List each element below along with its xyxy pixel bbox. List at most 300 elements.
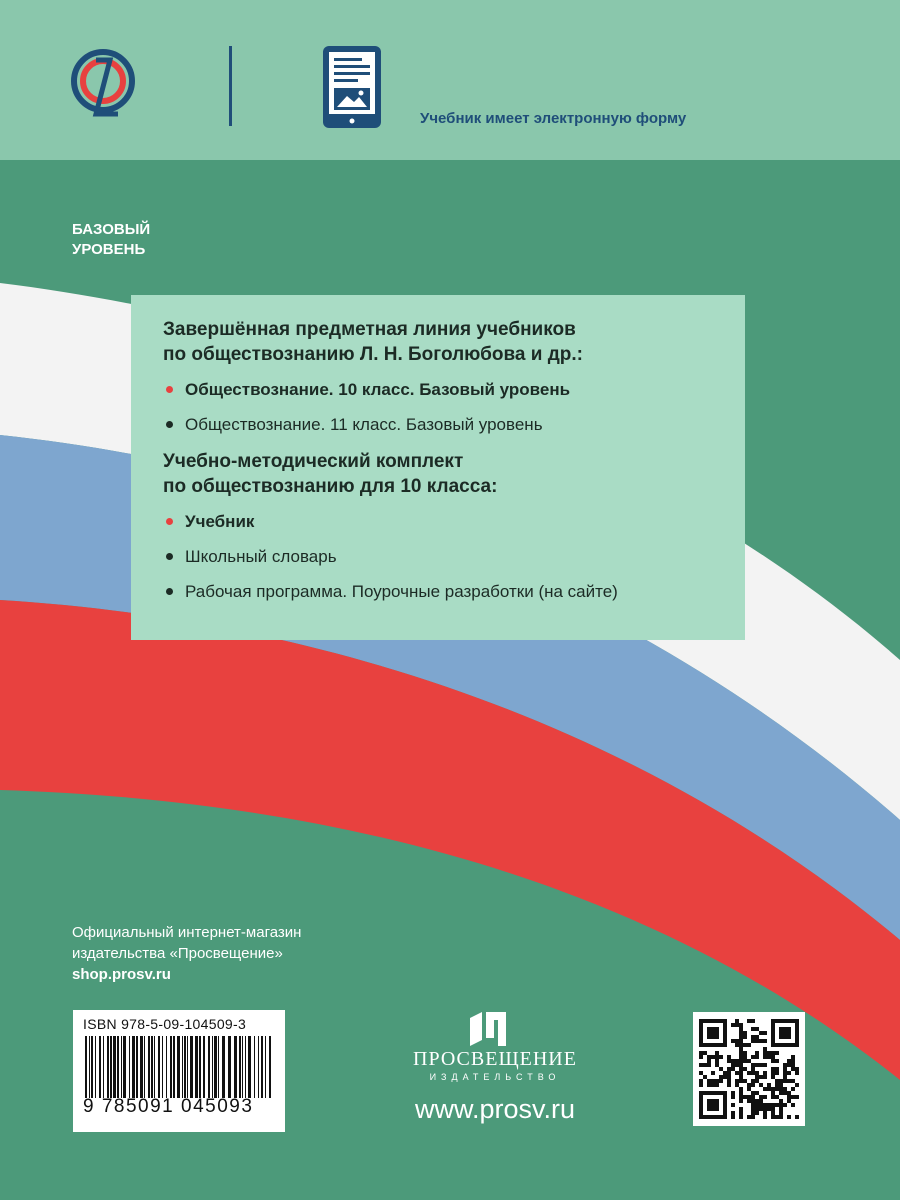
qr-module (755, 1027, 759, 1031)
qr-finder (707, 1027, 719, 1039)
qr-module (751, 1095, 755, 1099)
qr-finder (779, 1027, 791, 1039)
qr-module (727, 1075, 731, 1079)
barcode-bar (123, 1036, 126, 1098)
barcode-bar (173, 1036, 175, 1098)
barcode-bar (91, 1036, 93, 1098)
qr-module (747, 1095, 751, 1099)
qr-module (763, 1095, 767, 1099)
barcode-bar (140, 1036, 143, 1098)
level-label (72, 220, 150, 260)
qr-module (763, 1047, 767, 1051)
qr-module (767, 1083, 771, 1087)
shop-line-1: Официальный интернет-магазин (72, 924, 302, 941)
barcode-number: 9 785091 045093 (83, 1096, 254, 1117)
qr-module (795, 1071, 799, 1075)
barcode-bar (121, 1036, 122, 1098)
qr-module (779, 1079, 783, 1083)
qr-module (739, 1063, 743, 1067)
qr-module (791, 1059, 795, 1063)
textbook-list (163, 379, 745, 435)
qr-module (795, 1095, 799, 1099)
qr-module (771, 1067, 775, 1071)
heading1-line1: Завершённая предметная линия учебников (163, 319, 576, 340)
qr-module (755, 1103, 759, 1107)
qr-module (795, 1067, 799, 1071)
qr-module (763, 1075, 767, 1079)
qr-module (771, 1111, 775, 1115)
qr-module (715, 1059, 719, 1063)
qr-module (743, 1059, 747, 1063)
qr-module (791, 1087, 795, 1091)
qr-module (775, 1051, 779, 1055)
barcode-bar (190, 1036, 193, 1098)
qr-module (719, 1075, 723, 1079)
qr-module (771, 1055, 775, 1059)
qr-module (739, 1111, 743, 1115)
level-line-2: УРОВЕНЬ (72, 241, 146, 258)
qr-module (739, 1099, 743, 1103)
barcode-bar (85, 1036, 87, 1098)
qr-module (739, 1067, 743, 1071)
qr-module (755, 1051, 759, 1055)
qr-module (711, 1071, 715, 1075)
barcode-bar (136, 1036, 138, 1098)
qr-module (699, 1063, 703, 1067)
qr-module (703, 1075, 707, 1079)
qr-module (775, 1087, 779, 1091)
bullet-icon (166, 386, 173, 393)
list-item (163, 511, 745, 532)
list-item (163, 414, 745, 435)
qr-module (779, 1099, 783, 1103)
qr-module (719, 1079, 723, 1083)
qr-module (727, 1055, 731, 1059)
qr-module (783, 1071, 787, 1075)
qr-module (743, 1035, 747, 1039)
qr-module (747, 1083, 751, 1087)
qr-module (767, 1103, 771, 1107)
qr-module (779, 1083, 783, 1087)
qr-module (739, 1043, 743, 1047)
qr-module (791, 1063, 795, 1067)
qr-module (747, 1043, 751, 1047)
qr-module (771, 1115, 775, 1119)
qr-module (739, 1059, 743, 1063)
qr-module (763, 1063, 767, 1067)
qr-module (775, 1067, 779, 1071)
qr-module (707, 1059, 711, 1063)
barcode-bar (199, 1036, 201, 1098)
barcode-bars (83, 1036, 275, 1098)
qr-module (791, 1067, 795, 1071)
qr-module (743, 1043, 747, 1047)
qr-module (771, 1091, 775, 1095)
qr-module (715, 1079, 719, 1083)
barcode-bar (269, 1036, 271, 1098)
qr-module (751, 1103, 755, 1107)
qr-module (735, 1071, 739, 1075)
qr-module (783, 1091, 787, 1095)
info-panel (131, 295, 745, 640)
qr-module (779, 1103, 783, 1107)
barcode-bar (166, 1036, 167, 1098)
qr-module (783, 1063, 787, 1067)
barcode-bar (162, 1036, 163, 1098)
qr-module (735, 1063, 739, 1067)
heading1-line2: по обществознанию Л. Н. Боголюбова и др.: (163, 344, 583, 365)
qr-module (707, 1083, 711, 1087)
qr-module (743, 1095, 747, 1099)
barcode-bar (254, 1036, 255, 1098)
qr-module (783, 1103, 787, 1107)
qr-module (755, 1055, 759, 1059)
qr-module (771, 1075, 775, 1079)
publisher-name: ПРОСВЕЩЕНИЕ (413, 1048, 577, 1070)
barcode-bar (203, 1036, 205, 1098)
qr-module (759, 1103, 763, 1107)
qr-module (755, 1075, 759, 1079)
qr-module (751, 1027, 755, 1031)
qr-module (739, 1115, 743, 1119)
barcode-bar (218, 1036, 219, 1098)
qr-module (699, 1079, 703, 1083)
qr-module (787, 1091, 791, 1095)
barcode-bar (158, 1036, 160, 1098)
qr-module (723, 1071, 727, 1075)
qr-module (751, 1035, 755, 1039)
qr-module (727, 1079, 731, 1083)
shop-info (72, 922, 301, 985)
list-item (163, 546, 745, 567)
qr-module (739, 1027, 743, 1031)
qr-module (759, 1063, 763, 1067)
qr-module (787, 1079, 791, 1083)
bullet-icon (166, 518, 173, 525)
qr-module (771, 1095, 775, 1099)
qr-module (707, 1063, 711, 1067)
barcode-bar (107, 1036, 109, 1098)
qr-module (763, 1039, 767, 1043)
qr-module (783, 1075, 787, 1079)
qr-module (759, 1107, 763, 1111)
qr-module (771, 1071, 775, 1075)
qr-finder (707, 1099, 719, 1111)
barcode-bar (170, 1036, 172, 1098)
qr-module (755, 1107, 759, 1111)
qr-module (779, 1091, 783, 1095)
qr-module (747, 1087, 751, 1091)
barcode-bar (117, 1036, 119, 1098)
barcode-bar (132, 1036, 135, 1098)
barcode-bar (234, 1036, 237, 1098)
publisher-subtitle: ИЗДАТЕЛЬСТВО (429, 1072, 561, 1082)
list-item-text: Учебник (185, 512, 255, 531)
barcode-bar (212, 1036, 213, 1098)
qr-module (739, 1095, 743, 1099)
qr-module (771, 1103, 775, 1107)
qr-module (751, 1063, 755, 1067)
qr-module (791, 1095, 795, 1099)
qr-module (727, 1071, 731, 1075)
qr-module (751, 1099, 755, 1103)
barcode-bar (177, 1036, 180, 1098)
barcode-bar (184, 1036, 186, 1098)
barcode-bar (129, 1036, 130, 1098)
qr-module (719, 1055, 723, 1059)
qr-module (743, 1055, 747, 1059)
qr-module (783, 1079, 787, 1083)
qr-module (775, 1103, 779, 1107)
qr-module (731, 1091, 735, 1095)
qr-module (775, 1059, 779, 1063)
qr-module (731, 1039, 735, 1043)
qr-module (739, 1031, 743, 1035)
list-item-text: Обществознание. 11 класс. Базовый уровень (185, 415, 543, 434)
qr-module (787, 1063, 791, 1067)
qr-module (739, 1087, 743, 1091)
qr-module (771, 1087, 775, 1091)
qr-module (711, 1083, 715, 1087)
shop-line-2: издательства «Просвещение» (72, 945, 283, 962)
qr-module (755, 1071, 759, 1075)
qr-module (747, 1099, 751, 1103)
qr-module (759, 1099, 763, 1103)
qr-module (755, 1091, 759, 1095)
qr-module (699, 1055, 703, 1059)
barcode-bar (242, 1036, 243, 1098)
qr-module (775, 1095, 779, 1099)
qr-module (787, 1071, 791, 1075)
qr-module (791, 1079, 795, 1083)
qr-module (755, 1079, 759, 1083)
qr-module (715, 1083, 719, 1087)
qr-module (751, 1107, 755, 1111)
qr-module (787, 1059, 791, 1063)
qr-module (771, 1107, 775, 1111)
tablet-icon (321, 44, 383, 130)
qr-module (739, 1075, 743, 1079)
qr-module (703, 1051, 707, 1055)
qr-module (727, 1067, 731, 1071)
electronic-form-note: Учебник имеет электронную форму (420, 110, 687, 127)
header-divider (229, 46, 232, 126)
qr-module (731, 1111, 735, 1115)
qr-module (771, 1051, 775, 1055)
qr-module (787, 1115, 791, 1119)
qr-module (751, 1111, 755, 1115)
qr-module (759, 1031, 763, 1035)
qr-module (703, 1063, 707, 1067)
qr-module (747, 1059, 751, 1063)
qr-module (779, 1107, 783, 1111)
qr-module (795, 1115, 799, 1119)
qr-module (731, 1023, 735, 1027)
barcode-bar (95, 1036, 96, 1098)
qr-module (763, 1087, 767, 1091)
qr-module (739, 1035, 743, 1039)
qr-module (759, 1095, 763, 1099)
barcode-bar (151, 1036, 153, 1098)
qr-module (763, 1051, 767, 1055)
qr-module (751, 1079, 755, 1083)
barcode-bar (103, 1036, 104, 1098)
heading2-line1: Учебно-методический комплект (163, 451, 464, 472)
qr-module (751, 1091, 755, 1095)
barcode-bar (258, 1036, 259, 1098)
barcode-bar (222, 1036, 225, 1098)
barcode-bar (248, 1036, 251, 1098)
list-item-text: Обществознание. 10 класс. Базовый уровень (185, 380, 571, 399)
heading2-line2: по обществознанию для 10 класса: (163, 476, 498, 497)
qr-module (731, 1063, 735, 1067)
qr-module (787, 1095, 791, 1099)
qr-module (791, 1055, 795, 1059)
qr-module (751, 1083, 755, 1087)
qr-module (751, 1067, 755, 1071)
qr-module (763, 1055, 767, 1059)
isbn-text: ISBN 978-5-09-104509-3 (83, 1016, 247, 1032)
qr-module (763, 1115, 767, 1119)
qr-module (739, 1023, 743, 1027)
qr-code (693, 1012, 805, 1126)
barcode-bar (265, 1036, 266, 1098)
qr-module (747, 1071, 751, 1075)
qr-module (731, 1067, 735, 1071)
shop-url: shop.prosv.ru (72, 966, 171, 983)
barcode-bar (110, 1036, 112, 1098)
list-item-text: Школьный словарь (185, 547, 337, 566)
qr-module (739, 1047, 743, 1051)
barcode-bar (245, 1036, 246, 1098)
qr-module (779, 1087, 783, 1091)
qr-module (711, 1079, 715, 1083)
qr-module (735, 1059, 739, 1063)
qr-module (727, 1083, 731, 1087)
isbn-barcode (73, 1010, 285, 1132)
bullet-icon (166, 588, 173, 595)
qr-module (751, 1055, 755, 1059)
list-item-text: Рабочая программа. Поурочные разработки (на сайте) (185, 582, 618, 601)
qr-module (783, 1067, 787, 1071)
level-line-1: БАЗОВЫЙ (72, 221, 151, 238)
publisher-circle-logo (70, 48, 136, 126)
qr-module (755, 1063, 759, 1067)
qr-module (787, 1099, 791, 1103)
qr-module (759, 1075, 763, 1079)
qr-module (731, 1095, 735, 1099)
qr-module (763, 1103, 767, 1107)
bullet-icon (166, 553, 173, 560)
qr-module (707, 1055, 711, 1059)
qr-module (759, 1083, 763, 1087)
qr-module (759, 1039, 763, 1043)
qr-module (699, 1051, 703, 1055)
qr-module (767, 1087, 771, 1091)
qr-module (763, 1111, 767, 1115)
textbook-line-heading (163, 317, 745, 367)
qr-module (751, 1039, 755, 1043)
qr-module (735, 1023, 739, 1027)
barcode-bar (214, 1036, 217, 1098)
qr-module (739, 1107, 743, 1111)
barcode-bar (228, 1036, 231, 1098)
qr-module (775, 1083, 779, 1087)
qr-module (751, 1019, 755, 1023)
barcode-bar (208, 1036, 210, 1098)
qr-module (775, 1079, 779, 1083)
barcode-bar (99, 1036, 101, 1098)
qr-module (723, 1075, 727, 1079)
qr-module (739, 1055, 743, 1059)
qr-module (755, 1035, 759, 1039)
qr-module (699, 1083, 703, 1087)
prosveshchenie-logo-icon (466, 1008, 510, 1048)
list-item (163, 581, 745, 602)
qr-module (711, 1055, 715, 1059)
qr-module (767, 1107, 771, 1111)
qr-module (767, 1051, 771, 1055)
qr-code-pattern (699, 1018, 799, 1120)
qr-module (727, 1059, 731, 1063)
qr-module (743, 1051, 747, 1055)
qr-module (755, 1111, 759, 1115)
qr-module (751, 1115, 755, 1119)
qr-module (763, 1031, 767, 1035)
qr-module (775, 1115, 779, 1119)
qr-module (743, 1067, 747, 1071)
kit-heading (163, 449, 745, 499)
barcode-bar (261, 1036, 263, 1098)
barcode-bar (182, 1036, 183, 1098)
qr-module (715, 1051, 719, 1055)
qr-module (783, 1087, 787, 1091)
barcode-bar (195, 1036, 198, 1098)
qr-module (795, 1083, 799, 1087)
qr-module (763, 1071, 767, 1075)
barcode-bar (89, 1036, 90, 1098)
qr-module (763, 1107, 767, 1111)
qr-module (771, 1059, 775, 1063)
qr-module (735, 1043, 739, 1047)
qr-module (739, 1071, 743, 1075)
qr-module (715, 1063, 719, 1067)
barcode-bar (239, 1036, 241, 1098)
qr-module (743, 1031, 747, 1035)
list-item (163, 379, 745, 400)
kit-list (163, 511, 745, 602)
qr-module (739, 1091, 743, 1095)
barcode-bar (144, 1036, 145, 1098)
qr-module (735, 1019, 739, 1023)
qr-module (735, 1083, 739, 1087)
barcode-bar (148, 1036, 150, 1098)
bullet-icon (166, 421, 173, 428)
qr-module (707, 1079, 711, 1083)
qr-module (719, 1067, 723, 1071)
qr-module (747, 1019, 751, 1023)
qr-module (735, 1079, 739, 1083)
qr-module (699, 1071, 703, 1075)
qr-module (739, 1079, 743, 1083)
qr-module (755, 1039, 759, 1043)
qr-module (731, 1103, 735, 1107)
qr-module (735, 1039, 739, 1043)
qr-module (767, 1055, 771, 1059)
qr-module (731, 1115, 735, 1119)
qr-module (739, 1051, 743, 1055)
qr-module (739, 1039, 743, 1043)
